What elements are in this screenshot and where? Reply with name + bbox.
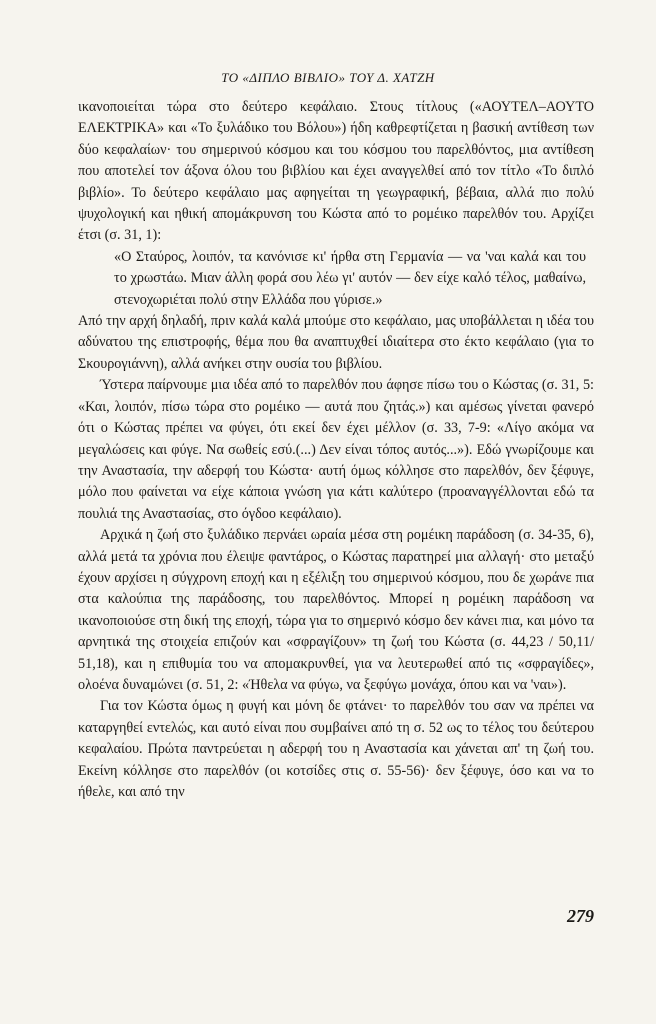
- paragraph-4: Αρχικά η ζωή στο ξυλάδικο περνάει ωραία μέσα στη ρομέικη παράδοση (σ. 34-35, 6), αλλά μετά τα χρόνια που έλειψε φαντάρος, ο Κώστας παρατηρεί μια αλλαγή· στο μεταξύ έχουν αρχίσει η σύγχρονη εποχή και η εξέλιξη του σημερινού κόσμου, που δε χωράνε πια στα καλούπια της παράδοσης, του παρελθόντος. Μπορεί η ρομέικη παράδοση να ικανοποιούσε στη δική της εποχή, τώρα για το σημερινό κόσμο δεν κάνει πια, και μόνο τα αρνητικά της στοιχεία επιζούν και «σφραγίζουν» τη ζωή του Κώστα (σ. 44,23 / 50,11/ 51,18), και η επιθυμία του να απομακρυνθεί, για να λευτερωθεί από τις «σφραγίδες», ολοένα δυναμώνει (σ. 51, 2: «Ήθελα να φύγω, να ξεφύγω μονάχα, όπου και να 'ναι»).: [78, 527, 594, 693]
- paragraph-3: Ύστερα παίρνουμε μια ιδέα από το παρελθόν που άφησε πίσω του ο Κώστας (σ. 31, 5: «Και, λοιπόν, πίσω τώρα στο ρομέικο — αυτά που ζητάς.») και αμέσως γίνεται φανερό ότι ο Κώστας πρέπει να φύγει, ότι εκεί δεν έχει μέλλον (σ. 33, 7-9: «Λίγο ακόμα να μεγαλώσεις και φύγε. Να σωθείς εσύ.(...) Δεν είναι τόπος αυτός...»). Εδώ γνωρίζουμε και την Αναστασία, την αδερφή του Κώστα· αυτή όμως κόλλησε στο παρελθόν, δεν ξέφυγε, μόλο που φαίνεται να είχε κάποια γνώση για κάτι καλύτερο (προαναγγέλλονται εδώ τα πουλιά της Αναστασίας, στο όγδοο κεφάλαιο).: [78, 377, 594, 522]
- paragraph-1: ικανοποιείται τώρα στο δεύτερο κεφάλαιο. Στους τίτλους («ΑΟΥΤΕΛ–ΑΟΥΤΟ ΕΛΕΚΤΡΙΚΑ» και «Το ξυλάδικο του Βόλου») ήδη καθρεφτίζεται η βασική αντίθεση των δύο κεφαλαίων· του σημερινού κόσμου και του κόσμου του παρελθόντος, μια αντίθεση που αποτελεί τον άξονα όλου του βιβλίου και έχει αναγγελθεί από τον τίτλο «Το διπλό βιβλίο». Το δεύτερο κεφάλαιο μας αφηγείται τη γεωγραφική, βέβαια, αλλά πιο πολύ ψυχολογική και ηθική απομάκρυνση του Κώστα από το ρομέικο παρελθόν του. Αρχίζει έτσι (σ. 31, 1):: [78, 99, 594, 244]
- block-quote: «Ο Σταύρος, λοιπόν, τα κανόνισε κι' ήρθα στη Γερμανία — να 'ναι καλά και του το χρωστάω. Μιαν άλλη φορά σου λέω γι' αυτόν — δεν είχε καλό τέλος, μαθαίνω, στενοχωριέται πολύ στην Ελλάδα που γύρισε.»: [114, 248, 586, 308]
- page-number: 279: [567, 906, 594, 926]
- paragraph-5: Για τον Κώστα όμως η φυγή και μόνη δε φτάνει· το παρελθόν του σαν να πρέπει να καταργηθεί εντελώς, και αυτό είναι που συμβαίνει από τη σ. 52 ως το τέλος του δεύτερου κεφαλαίου. Πρώτα παντρεύεται η αδερφή του η Αναστασία και χάνεται απ' τη ζωή του. Εκείνη κόλλησε στο παρελθόν (οι κοτσίδες στις σ. 55-56)· δεν ξέφυγε, όσο και να το ήθελε, και από την: [78, 698, 594, 800]
- body-text: [78, 97, 594, 803]
- running-title: ΤΟ «ΔΙΠΛΟ ΒΙΒΛΙΟ» ΤΟΥ Δ. ΧΑΤΖΗ: [221, 70, 435, 85]
- paragraph-2: Από την αρχή δηλαδή, πριν καλά καλά μπούμε στο κεφάλαιο, μας υποβάλλεται η ιδέα του αδύνατου της επιστροφής, θέμα που θα αναπτυχθεί ιδιαίτερα στο έκτο κεφάλαιο (για το Σκουρογιάννη), αλλά ανήκει στην ουσία του βιβλίου.: [78, 313, 594, 372]
